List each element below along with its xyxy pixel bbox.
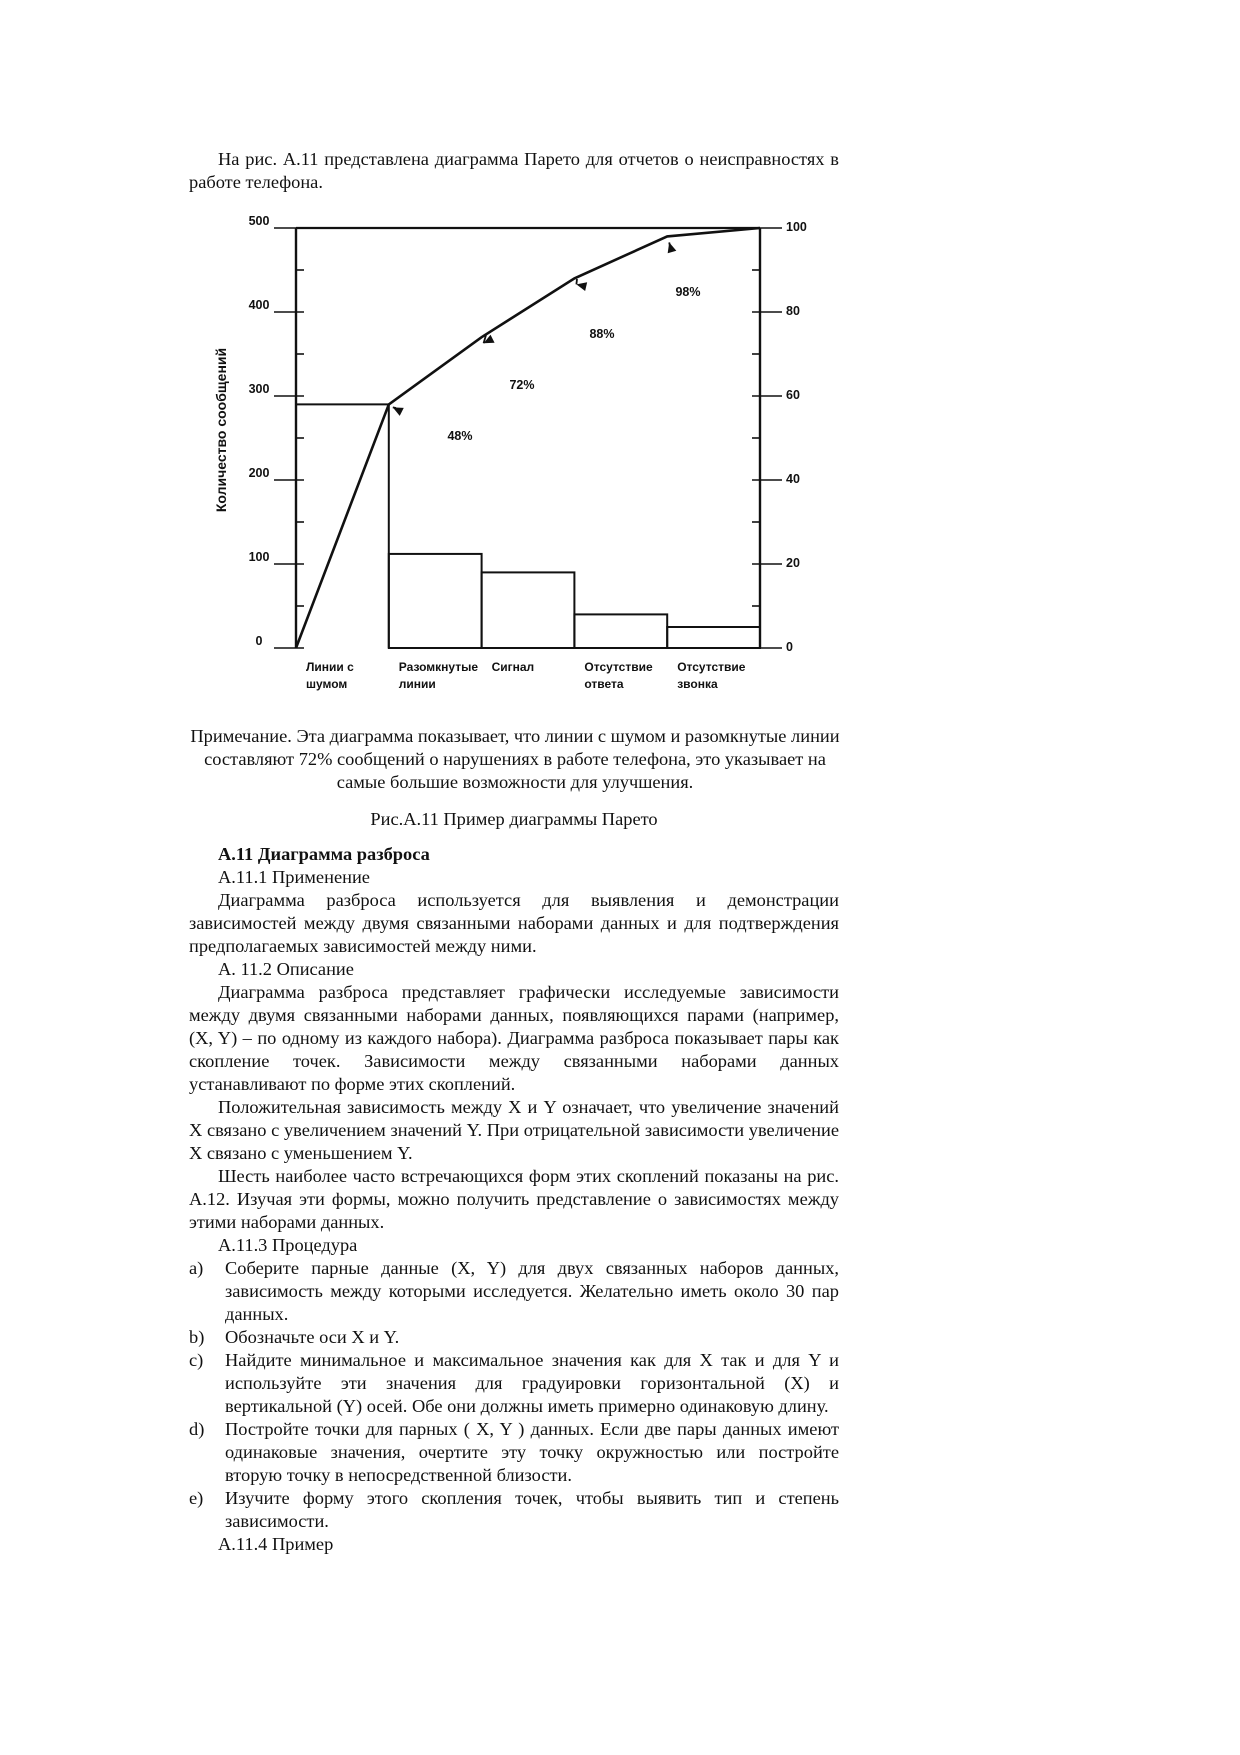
section-body: [189, 843, 839, 1556]
y-tick-label: 200: [248, 466, 270, 480]
annotation-label: 72%: [509, 378, 535, 392]
y2-tick-label: 40: [786, 472, 800, 486]
y2-tick-label: 60: [786, 388, 800, 402]
paragraph-forms: Шесть наиболее часто встречающихся форм этих скоплений показаны на рис. А.12. Изучая эти формы, можно получить представление о зависимостях между этими наборами данных.: [189, 1166, 839, 1232]
paragraph-positive-dependence: Положительная зависимость между X и Y означает, что увеличение значений X связано с увеличением значений Y. При отрицательной зависимости увеличение X связано с уменьшением Y.: [189, 1097, 839, 1163]
x-tick-label: Отсутствие: [677, 660, 746, 674]
y2-tick-label: 0: [786, 640, 793, 654]
x-tick-label: шумом: [306, 677, 348, 691]
x-tick-label: Линии с: [306, 660, 354, 674]
x-tick-label: Сигнал: [491, 660, 535, 674]
y2-tick-label: 100: [786, 220, 807, 234]
subsection-application: А.11.1 Применение: [218, 867, 370, 887]
x-tick-label: звонка: [677, 677, 718, 691]
arrowhead: [393, 407, 404, 415]
y-tick-label: 400: [248, 298, 270, 312]
annotation-arrow: [576, 279, 577, 284]
y-tick-label: 300: [248, 382, 270, 396]
list-item: a) Соберите парные данные (X, Y) для двух связанных наборов данных, зависимость между которыми исследуется. Желательно иметь около 30 пар данных.: [189, 1258, 839, 1324]
subsection-description: А. 11.2 Описание: [218, 959, 354, 979]
y-tick-label: 0: [255, 634, 263, 648]
list-item: e) Изучите форму этого скопления точек, чтобы выявить тип и степень зависимости.: [189, 1488, 839, 1531]
y-axis-title: Количество сообщений: [213, 347, 229, 513]
y-tick-label: 500: [248, 214, 270, 228]
annotation-label: 48%: [447, 429, 473, 443]
figure-note: Примечание. Эта диаграмма показывает, что линии с шумом и разомкнутые линии составляют 72% сообщений о нарушениях в работе телефона, это указывает на самые большие возможности для улучшения.: [190, 726, 840, 792]
bar: [389, 554, 482, 648]
figure-caption: Рис.А.11 Пример диаграммы Парето: [370, 809, 658, 829]
bar: [482, 572, 575, 648]
procedure-list: [189, 1257, 839, 1533]
y2-tick-label: 20: [786, 556, 800, 570]
subsection-procedure: А.11.3 Процедура: [218, 1235, 358, 1255]
x-tick-label: Отсутствие: [584, 660, 653, 674]
annotation-label: 98%: [675, 285, 701, 299]
bar: [667, 627, 760, 648]
x-tick-label: линии: [398, 677, 436, 691]
list-item: b) Обозначьте оси X и Y.: [189, 1327, 400, 1347]
arrowhead: [668, 242, 677, 253]
subsection-example: А.11.4 Пример: [218, 1534, 334, 1554]
x-tick-label: ответа: [584, 677, 624, 691]
section-title: А.11 Диаграмма разброса: [218, 844, 430, 864]
intro-paragraph: На рис. А.11 представлена диаграмма Парето для отчетов о неисправностях в работе телефона.: [189, 149, 839, 192]
paragraph-description: Диаграмма разброса представляет графически исследуемые зависимости между двумя связанными наборами данных, появляющихся парами (например, (X, Y) – по одному из каждого набора). Диаграмма разброса показывает пары как скопление точек. Зависимости между связанными наборами данных устанавливают по форме этих скоплений.: [189, 982, 839, 1094]
y2-tick-label: 80: [786, 304, 800, 318]
arrowhead: [576, 282, 587, 291]
x-tick-label: Разомкнутые: [398, 660, 479, 674]
list-item: c) Найдите минимальное и максимальное значения как для X так и для Y и используйте эти значения для градуировки горизонтальной (X) и вертикальной (Y) осей. Обе они должны иметь примерно одинаковую длину.: [189, 1350, 839, 1416]
annotation-label: 88%: [589, 327, 615, 341]
paragraph-application: Диаграмма разброса используется для выявления и демонстрации зависимостей между двумя связанными наборами данных и для подтверждения предполагаемых зависимостей между ними.: [189, 890, 839, 956]
list-item: d) Постройте точки для парных ( X, Y ) данных. Если две пары данных имеют одинаковые значения, очертите эту точку окружностью или постройте вторую точку в непосредственной близости.: [189, 1419, 839, 1485]
y-tick-label: 100: [248, 550, 270, 564]
bar: [574, 614, 667, 648]
pareto-chart: [200, 200, 850, 715]
